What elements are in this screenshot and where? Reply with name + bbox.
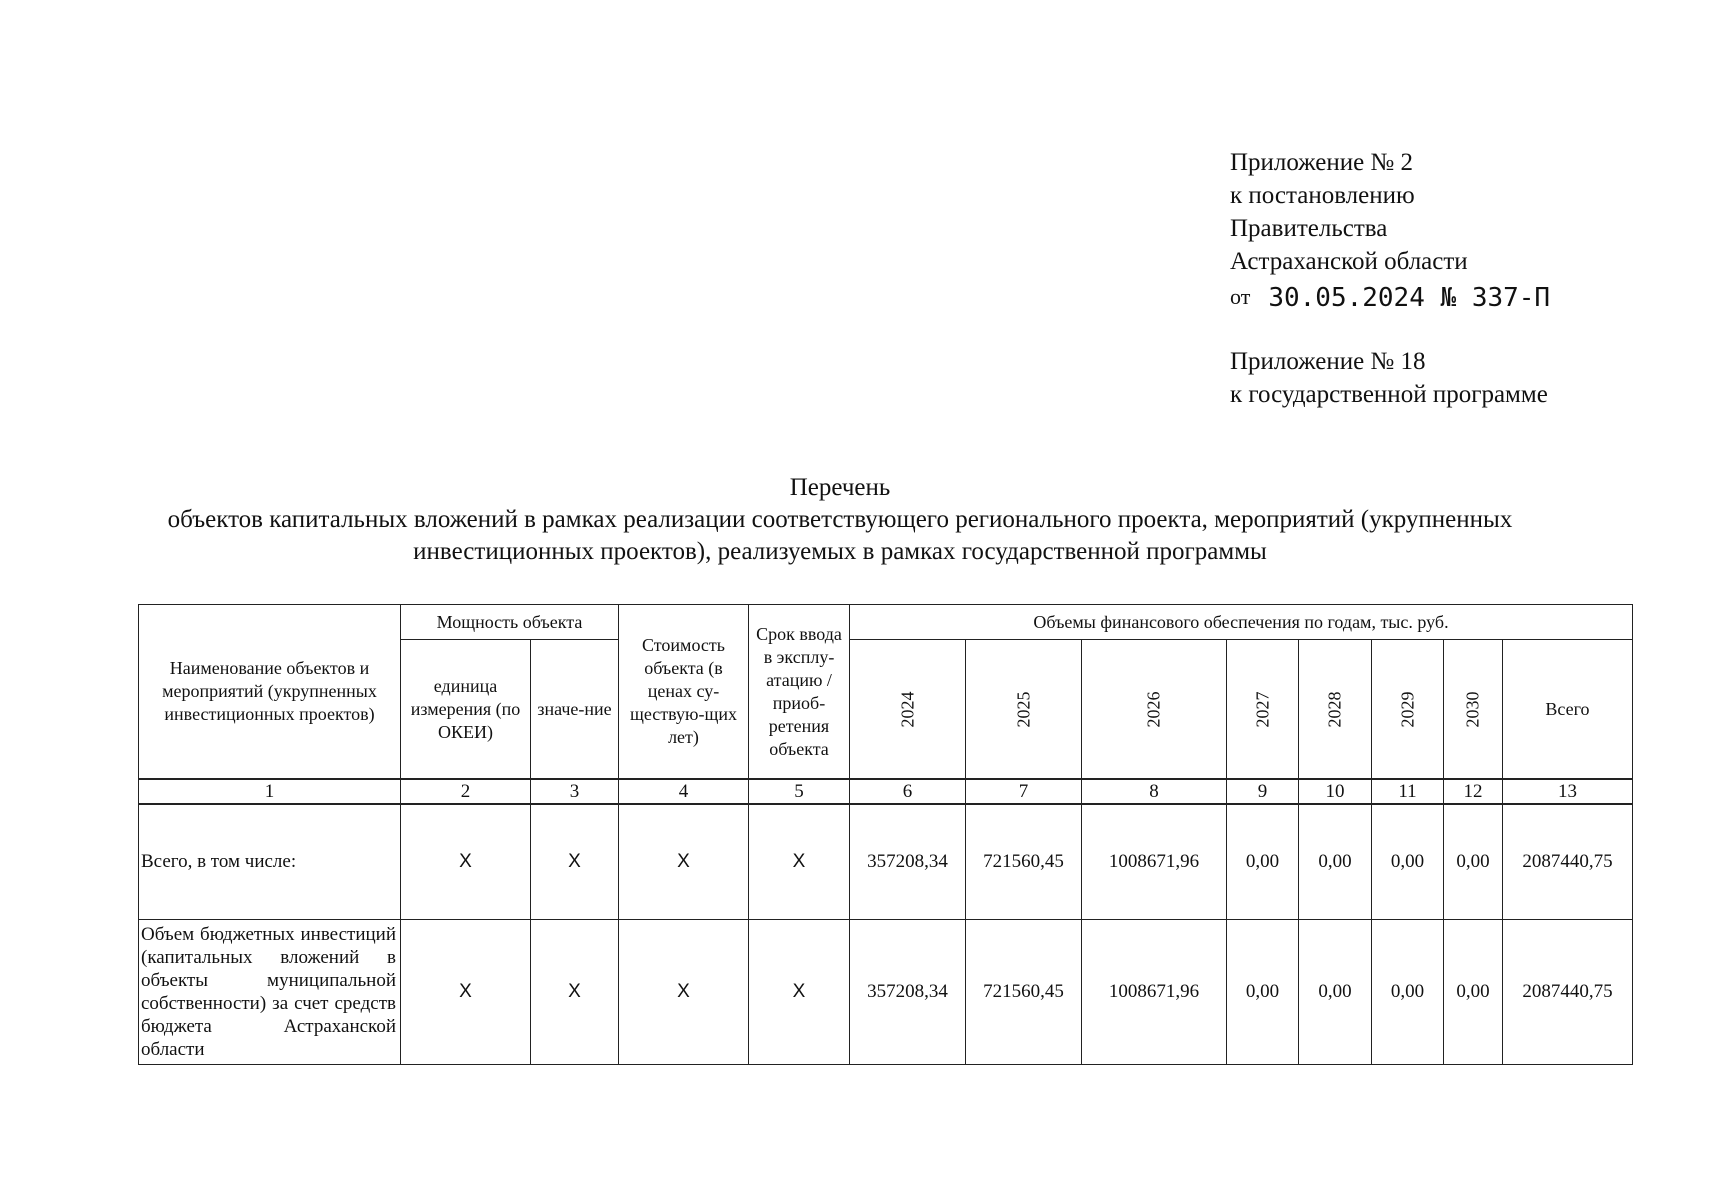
header-unit: единица измерения (по ОКЕИ)	[401, 640, 531, 780]
column-number: 5	[749, 779, 850, 804]
row-name: Всего, в том числе:	[139, 804, 401, 919]
title-line-3: инвестиционных проектов), реализуемых в рамках государственной программы	[413, 538, 1267, 565]
document-title	[100, 472, 1580, 568]
column-number: 2	[401, 779, 531, 804]
amount-2026: 1008671,96	[1082, 804, 1227, 919]
header-total: Всего	[1503, 640, 1633, 780]
year-2030-label: 2030	[1462, 691, 1483, 727]
amount-2029: 0,00	[1372, 919, 1444, 1064]
column-number: 9	[1227, 779, 1299, 804]
cost-cell: Х	[619, 804, 749, 919]
column-number: 13	[1503, 779, 1633, 804]
amount-total: 2087440,75	[1503, 919, 1633, 1064]
amount-2027: 0,00	[1227, 804, 1299, 919]
capital-investment-table-wrapper	[138, 604, 1633, 1065]
amount-2024: 357208,34	[850, 804, 966, 919]
amount-2028: 0,00	[1299, 804, 1372, 919]
term-cell: Х	[749, 919, 850, 1064]
header-funding: Объемы финансового обеспечения по годам, тыс. руб.	[850, 605, 1633, 640]
appendix-program-block	[1230, 345, 1548, 411]
amount-2030: 0,00	[1444, 804, 1503, 919]
column-number: 11	[1372, 779, 1444, 804]
header-year-2024	[850, 640, 966, 780]
column-number: 12	[1444, 779, 1503, 804]
capital-investment-table	[138, 604, 1633, 1065]
from-label: от	[1230, 284, 1251, 309]
amount-total: 2087440,75	[1503, 804, 1633, 919]
column-number: 3	[531, 779, 619, 804]
unit-cell: Х	[401, 804, 531, 919]
column-number: 6	[850, 779, 966, 804]
year-2028-label: 2028	[1324, 691, 1345, 727]
appendix-line-1: Приложение № 2	[1230, 149, 1414, 176]
date-number-stamp: 30.05.2024 № 337-П	[1268, 283, 1551, 313]
header-cost: Стоимость объекта (в ценах су-ществую-щих лет)	[619, 605, 749, 780]
amount-2025: 721560,45	[966, 804, 1082, 919]
amount-2024: 357208,34	[850, 919, 966, 1064]
header-term: Срок ввода в эксплу-атацию / приоб-ретения объекта	[749, 605, 850, 780]
amount-2027: 0,00	[1227, 919, 1299, 1064]
value-cell: Х	[531, 804, 619, 919]
year-2029-label: 2029	[1397, 691, 1417, 727]
value-cell: Х	[531, 919, 619, 1064]
appendix-line-4: Астраханской области	[1230, 248, 1468, 275]
year-2027-label: 2027	[1252, 691, 1272, 727]
column-number: 4	[619, 779, 749, 804]
title-line-1: Перечень	[789, 474, 891, 501]
row-name: Объем бюджетных инвестиций (капитальных вложений в объекты муниципальной собственности) за счет средств бюджета Астраханской области	[139, 919, 401, 1064]
title-line-2: объектов капитальных вложений в рамках реализации соответствующего регионального проекта, мероприятий (укрупненных	[167, 506, 1513, 533]
unit-cell: Х	[401, 919, 531, 1064]
amount-2029: 0,00	[1372, 804, 1444, 919]
column-number: 10	[1299, 779, 1372, 804]
appendix-block	[1230, 146, 1550, 315]
header-year-2029	[1372, 640, 1444, 780]
header-name: Наименование объектов и мероприятий (укрупненных инвестиционных проектов)	[139, 605, 401, 780]
column-number: 7	[966, 779, 1082, 804]
amount-2025: 721560,45	[966, 919, 1082, 1064]
column-number: 1	[139, 779, 401, 804]
header-value: значе-ние	[531, 640, 619, 780]
header-capacity: Мощность объекта	[401, 605, 619, 640]
table-row-total	[139, 804, 1633, 919]
amount-2028: 0,00	[1299, 919, 1372, 1064]
amount-2030: 0,00	[1444, 919, 1503, 1064]
amount-2026: 1008671,96	[1082, 919, 1227, 1064]
appendix-program-line-1: Приложение № 18	[1230, 348, 1426, 375]
header-year-2027	[1227, 640, 1299, 780]
column-number-row	[139, 779, 1633, 804]
header-year-2030	[1444, 640, 1503, 780]
year-2025-label: 2025	[1013, 691, 1033, 727]
term-cell: Х	[749, 804, 850, 919]
appendix-line-2: к постановлению	[1230, 182, 1415, 209]
header-year-2025	[966, 640, 1082, 780]
header-year-2028	[1299, 640, 1372, 780]
appendix-line-3: Правительства	[1230, 215, 1388, 242]
table-row-budget-investment	[139, 919, 1633, 1064]
appendix-program-line-2: к государственной программе	[1230, 381, 1548, 408]
column-number: 8	[1082, 779, 1227, 804]
appendix-date-line	[1230, 280, 1550, 315]
year-2026-label: 2026	[1143, 691, 1164, 727]
header-year-2026	[1082, 640, 1227, 780]
year-2024-label: 2024	[897, 691, 917, 727]
cost-cell: Х	[619, 919, 749, 1064]
